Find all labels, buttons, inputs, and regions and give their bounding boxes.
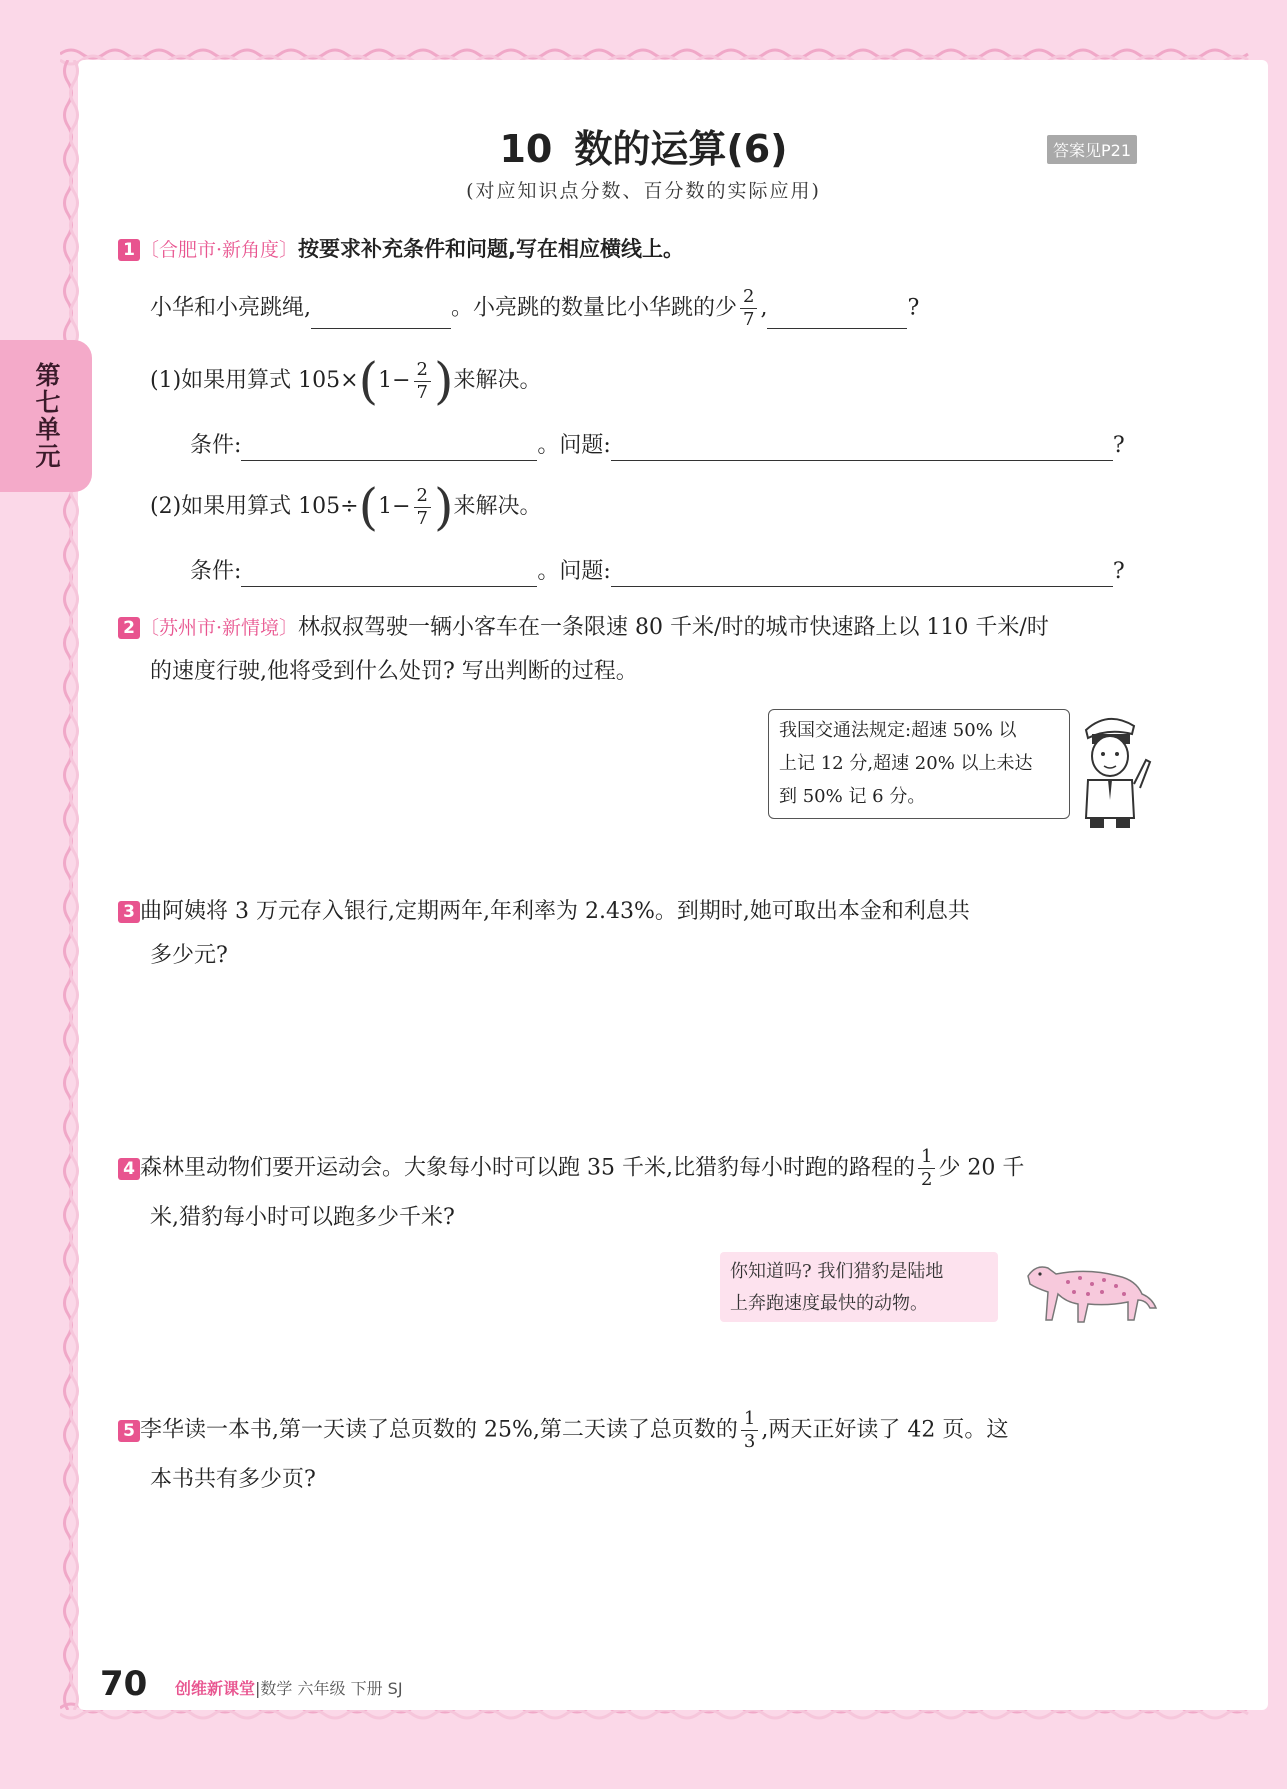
page-number: 70	[100, 1664, 148, 1704]
bubble-line: 到 50% 记 6 分。	[779, 786, 926, 807]
q5-text-line1b: ,两天正好读了 42 页。这	[761, 1417, 1009, 1443]
frac-denominator: 7	[416, 507, 428, 529]
frac-denominator: 3	[743, 1431, 756, 1452]
q1-badge: 1	[118, 239, 140, 261]
q1-part2-question-blank[interactable]	[611, 586, 1113, 587]
q4-line2: 米,猎豹每小时可以跑多少千米?	[150, 1205, 455, 1230]
footer-brand: 创维新课堂	[175, 1679, 256, 1698]
q1-stem	[150, 288, 919, 329]
fraction-one-half	[918, 1148, 935, 1189]
q1-part2	[150, 478, 542, 536]
bubble-line: 我国交通法规定:超速 50% 以	[779, 720, 1017, 741]
q5-line2: 本书共有多少页?	[150, 1467, 316, 1492]
left-paren: (	[358, 478, 379, 536]
right-paren: )	[434, 352, 454, 410]
qmark: ?	[1112, 559, 1125, 584]
q1-stem-part-c: ,	[760, 295, 768, 321]
q1-part1-suffix: 来解决。	[453, 368, 542, 393]
q5-badge: 5	[118, 1420, 140, 1442]
bubble-line: 上奔跑速度最快的动物。	[730, 1293, 928, 1314]
right-paren: )	[434, 478, 454, 536]
q2-line2: 的速度行驶,他将受到什么处罚? 写出判断的过程。	[150, 659, 638, 684]
q3-line1	[118, 898, 970, 927]
footer-book-details: 数学 六年级 下册 SJ	[260, 1679, 403, 1698]
q1-part1-prefix: (1)如果用算式 105×	[150, 368, 359, 393]
left-wave-border	[56, 60, 86, 1710]
q1-instruction: 按要求补充条件和问题,写在相应横线上。	[298, 237, 685, 261]
left-paren: (	[358, 352, 379, 410]
bubble-line: 你知道吗? 我们猎豹是陆地	[730, 1261, 944, 1282]
question-label: 。问题:	[537, 433, 611, 458]
fraction-one-third	[741, 1410, 758, 1451]
q1-stem-part-a: 小华和小亮跳绳,	[150, 295, 311, 321]
lesson-number: 10	[499, 127, 553, 171]
q1-heading	[118, 236, 684, 265]
q1-part1-answer-row	[190, 432, 1125, 461]
unit-side-tab-label: 第七单元	[32, 362, 61, 470]
q4-text-line1b: 少 20 千	[938, 1155, 1025, 1181]
fraction-two-sevenths	[414, 358, 431, 403]
frac-numerator: 1	[741, 1410, 758, 1431]
frac-numerator: 2	[414, 361, 431, 382]
frac-denominator: 7	[743, 309, 755, 330]
q5-text-line1a: 李华读一本书,第一天读了总页数的 25%,第二天读了总页数的	[140, 1417, 738, 1443]
q1-part1-inner: 1−	[378, 368, 411, 393]
lesson-title: 数的运算(6)	[574, 127, 788, 171]
fraction-two-sevenths	[740, 288, 757, 329]
q1-stem-qmark: ?	[907, 295, 920, 321]
footer-separator: |	[255, 1679, 261, 1698]
q3-badge: 3	[118, 901, 140, 923]
q1-source: 〔合肥市·新角度〕	[140, 239, 299, 261]
q2-badge: 2	[118, 617, 140, 639]
unit-side-tab	[0, 340, 92, 492]
cheetah-illustration	[1018, 1254, 1160, 1326]
q1-part2-condition-blank[interactable]	[241, 586, 537, 587]
q1-part2-answer-row	[190, 558, 1125, 587]
q1-part1-condition-blank[interactable]	[241, 460, 537, 461]
qmark: ?	[1112, 433, 1125, 458]
question-label: 。问题:	[537, 559, 611, 584]
condition-label: 条件:	[190, 433, 242, 458]
q3-line2: 多少元?	[150, 943, 228, 968]
condition-label: 条件:	[190, 559, 242, 584]
traffic-law-speech-bubble	[768, 709, 1070, 819]
traffic-officer-illustration	[1068, 700, 1154, 830]
q3-text-line1: 曲阿姨将 3 万元存入银行,定期两年,年利率为 2.43%。到期时,她可取出本金和利息共	[140, 899, 970, 924]
q4-badge: 4	[118, 1158, 140, 1180]
q1-part1-question-blank[interactable]	[611, 460, 1113, 461]
fraction-two-sevenths	[414, 484, 431, 529]
q1-condition-blank[interactable]	[311, 328, 451, 329]
q1-question-blank[interactable]	[767, 328, 907, 329]
q4-line1	[118, 1148, 1024, 1189]
q1-stem-part-b: 。小亮跳的数量比小华跳的少	[451, 295, 738, 321]
q5-line1	[118, 1410, 1008, 1451]
page-subtitle: (对应知识点分数、百分数的实际应用)	[466, 180, 821, 202]
cheetah-fact-bubble	[720, 1252, 998, 1322]
frac-denominator: 2	[920, 1169, 933, 1190]
q2-source: 〔苏州市·新情境〕	[140, 617, 299, 639]
q2-line1	[118, 614, 1049, 643]
q2-text-line1: 林叔叔驾驶一辆小客车在一条限速 80 千米/时的城市快速路上以 110 千米/时	[298, 615, 1049, 640]
frac-numerator: 2	[414, 487, 431, 508]
footer-book-info	[175, 1676, 403, 1699]
q1-part2-suffix: 来解决。	[453, 494, 542, 519]
q1-part1	[150, 352, 542, 410]
answer-reference-badge: 答案见P21	[1047, 135, 1137, 164]
q4-text-line1a: 森林里动物们要开运动会。大象每小时可以跑 35 千米,比猎豹每小时跑的路程的	[140, 1155, 915, 1181]
q1-part2-inner: 1−	[378, 494, 411, 519]
frac-numerator: 2	[740, 288, 757, 309]
frac-numerator: 1	[918, 1148, 935, 1169]
bubble-line: 上记 12 分,超速 20% 以上未达	[779, 753, 1033, 774]
frac-denominator: 7	[416, 381, 428, 403]
q1-part2-prefix: (2)如果用算式 105÷	[150, 494, 359, 519]
